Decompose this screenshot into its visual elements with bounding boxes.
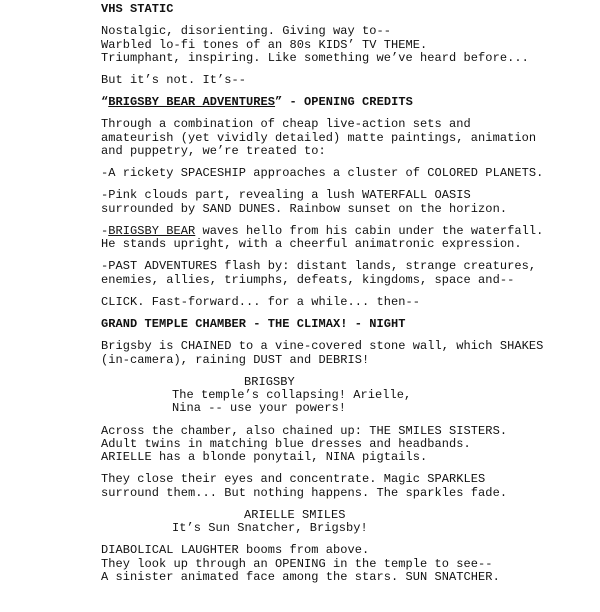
action-line xyxy=(101,224,543,238)
action-line: -PAST ADVENTURES flash by: distant lands, strange creatures, xyxy=(101,259,537,273)
action-line: CLICK. Fast-forward... for a while... then-- xyxy=(101,295,421,309)
action-line: -A rickety SPACESHIP approaches a cluster of COLORED PLANETS. xyxy=(101,166,544,180)
action-line: Warbled lo-fi tones of an 80s KIDS’ TV THEME. xyxy=(101,38,428,52)
character-cue: BRIGSBY xyxy=(244,375,295,389)
action-rest: waves hello from his cabin under the waterfall. xyxy=(195,224,544,238)
character-cue: ARIELLE SMILES xyxy=(244,508,346,522)
show-title: BRIGSBY BEAR ADVENTURES xyxy=(108,95,276,109)
action-line: They look up through an OPENING in the temple to see-- xyxy=(101,557,493,571)
action-line: But it’s not. It’s-- xyxy=(101,73,247,87)
action-line: (in-camera), raining DUST and DEBRIS! xyxy=(101,353,370,367)
scene-heading-temple: GRAND TEMPLE CHAMBER - THE CLIMAX! - NIGHT xyxy=(101,317,406,331)
action-line: A sinister animated face among the stars. SUN SNATCHER. xyxy=(101,570,500,584)
character-name-underlined: BRIGSBY BEAR xyxy=(108,224,196,238)
action-line: Brigsby is CHAINED to a vine-covered stone wall, which SHAKES xyxy=(101,339,544,353)
action-line: Across the chamber, also chained up: THE SMILES SISTERS. xyxy=(101,424,508,438)
action-line: amateurish (yet vividly detailed) matte paintings, animation xyxy=(101,131,537,145)
scene-heading-opening-credits xyxy=(101,95,413,109)
dialogue-line: The temple’s collapsing! Arielle, xyxy=(172,388,412,402)
action-line: ARIELLE has a blonde ponytail, NINA pigtails. xyxy=(101,450,428,464)
action-line: He stands upright, with a cheerful animatronic expression. xyxy=(101,237,522,251)
scene-heading-vhs-static: VHS STATIC xyxy=(101,2,174,16)
action-line: surround them... But nothing happens. The sparkles fade. xyxy=(101,486,508,500)
action-line: Through a combination of cheap live-action sets and xyxy=(101,117,471,131)
action-line: Adult twins in matching blue dresses and headbands. xyxy=(101,437,471,451)
action-line: Triumphant, inspiring. Like something we’ve heard before... xyxy=(101,51,529,65)
action-line: -Pink clouds part, revealing a lush WATERFALL OASIS xyxy=(101,188,471,202)
action-line: and puppetry, we’re treated to: xyxy=(101,144,326,158)
dash: - xyxy=(101,224,109,238)
dialogue-line: Nina -- use your powers! xyxy=(172,401,347,415)
action-line: They close their eyes and concentrate. Magic SPARKLES xyxy=(101,472,486,486)
action-line: Nostalgic, disorienting. Giving way to-- xyxy=(101,24,392,38)
action-line: enemies, allies, triumphs, defeats, kingdoms, space and-- xyxy=(101,273,515,287)
heading-suffix: ” - OPENING CREDITS xyxy=(275,95,413,109)
action-line: surrounded by SAND DUNES. Rainbow sunset on the horizon. xyxy=(101,202,508,216)
dialogue-line: It’s Sun Snatcher, Brigsby! xyxy=(172,521,368,535)
open-quote: “ xyxy=(101,95,109,109)
action-line: DIABOLICAL LAUGHTER booms from above. xyxy=(101,543,370,557)
